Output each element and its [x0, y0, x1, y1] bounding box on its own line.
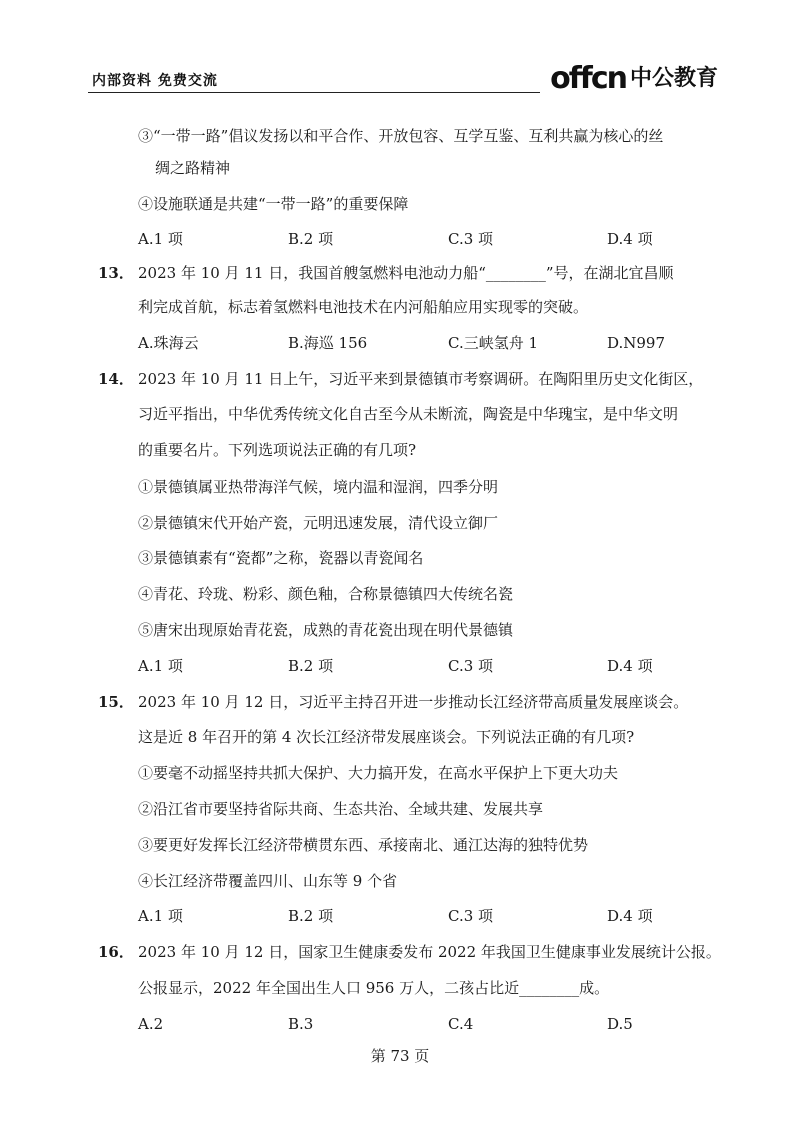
- q16-line-1: 2023 年 10 月 12 日，国家卫生健康委发布 2022 年我国卫生健康事业发展统计公报。: [138, 943, 721, 961]
- q15-item-1: ①要毫不动摇坚持共抓大保护、大力搞开发，在高水平保护上下更大功夫: [138, 764, 619, 782]
- q16-option-c: C.4: [448, 1015, 474, 1033]
- q13-option-d: D.N997: [607, 334, 666, 352]
- q12-item-3-line-1: ③“一带一路”倡议发扬以和平合作、开放包容、互学互鉴、互利共赢为核心的丝: [138, 127, 664, 145]
- header-left-text: 内部资料 免费交流: [92, 73, 218, 89]
- q13-line-2: 利完成首航，标志着氢燃料电池技术在内河船舶应用实现零的突破。: [138, 298, 589, 316]
- q14-option-c: C.3 项: [448, 657, 494, 675]
- q14-item-4: ④青花、玲珑、粉彩、颜色釉，合称景德镇四大传统名瓷: [138, 585, 514, 603]
- q15-number: 15．: [98, 693, 134, 711]
- q12-item-4: ④设施联通是共建“一带一路”的重要保障: [138, 195, 409, 213]
- q12-option-a: A.1 项: [138, 230, 183, 248]
- q14-item-5: ⑤唐宋出现原始青花瓷，成熟的青花瓷出现在明代景德镇: [138, 621, 514, 639]
- q14-item-1: ①景德镇属亚热带海洋气候，境内温和湿润，四季分明: [138, 478, 499, 496]
- q14-line-3: 的重要名片。下列选项说法正确的有几项?: [138, 441, 417, 459]
- q14-number: 14．: [98, 370, 134, 388]
- q14-option-b: B.2 项: [288, 657, 334, 675]
- q15-item-4: ④长江经济带覆盖四川、山东等 9 个省: [138, 872, 398, 890]
- q14-item-3: ③景德镇素有“瓷都”之称，瓷器以青瓷闻名: [138, 549, 424, 567]
- q14-option-a: A.1 项: [138, 657, 183, 675]
- q15-option-b: B.2 项: [288, 907, 334, 925]
- q12-item-3-line-2: 绸之路精神: [155, 159, 231, 177]
- q14-item-2: ②景德镇宋代开始产瓷，元明迅速发展，清代设立御厂: [138, 514, 499, 532]
- q13-line-1: 2023 年 10 月 11 日，我国首艘氢燃料电池动力船“________”号，在湖北宜昌顺: [138, 264, 674, 282]
- q15-option-d: D.4 项: [607, 907, 653, 925]
- q14-line-2: 习近平指出，中华优秀传统文化自古至今从未断流，陶瓷是中华瑰宝，是中华文明: [138, 405, 679, 423]
- q16-option-b: B.3: [288, 1015, 314, 1033]
- q14-option-d: D.4 项: [607, 657, 653, 675]
- q13-option-c: C.三峡氢舟 1: [448, 334, 539, 352]
- brand-cn: 中公教育: [629, 66, 718, 91]
- q15-option-c: C.3 项: [448, 907, 494, 925]
- page-number: 第 73 页: [370, 1047, 430, 1065]
- q15-option-a: A.1 项: [138, 907, 183, 925]
- q12-option-c: C.3 项: [448, 230, 494, 248]
- q16-option-a: A.2: [138, 1015, 164, 1033]
- q15-item-3: ③要更好发挥长江经济带横贯东西、承接南北、通江达海的独特优势: [138, 836, 589, 854]
- q13-option-a: A.珠海云: [138, 334, 199, 352]
- q15-line-1: 2023 年 10 月 12 日，习近平主持召开进一步推动长江经济带高质量发展座谈会。: [138, 693, 689, 711]
- q15-line-2: 这是近 8 年召开的第 4 次长江经济带发展座谈会。下列说法正确的有几项?: [138, 728, 635, 746]
- q16-line-2: 公报显示，2022 年全国出生人口 956 万人，二孩占比近________成。: [138, 979, 610, 997]
- brand-latin: offcn: [550, 61, 626, 96]
- q14-line-1: 2023 年 10 月 11 日上午，习近平来到景德镇市考察调研。在陶阳里历史文化街区，: [138, 370, 704, 388]
- q16-number: 16．: [98, 943, 134, 961]
- q13-number: 13．: [98, 264, 134, 282]
- q13-option-b: B.海巡 156: [288, 334, 368, 352]
- q15-item-2: ②沿江省市要坚持省际共商、生态共治、全域共建、发展共享: [138, 800, 544, 818]
- q12-option-b: B.2 项: [288, 230, 334, 248]
- q16-option-d: D.5: [607, 1015, 633, 1033]
- q12-option-d: D.4 项: [607, 230, 653, 248]
